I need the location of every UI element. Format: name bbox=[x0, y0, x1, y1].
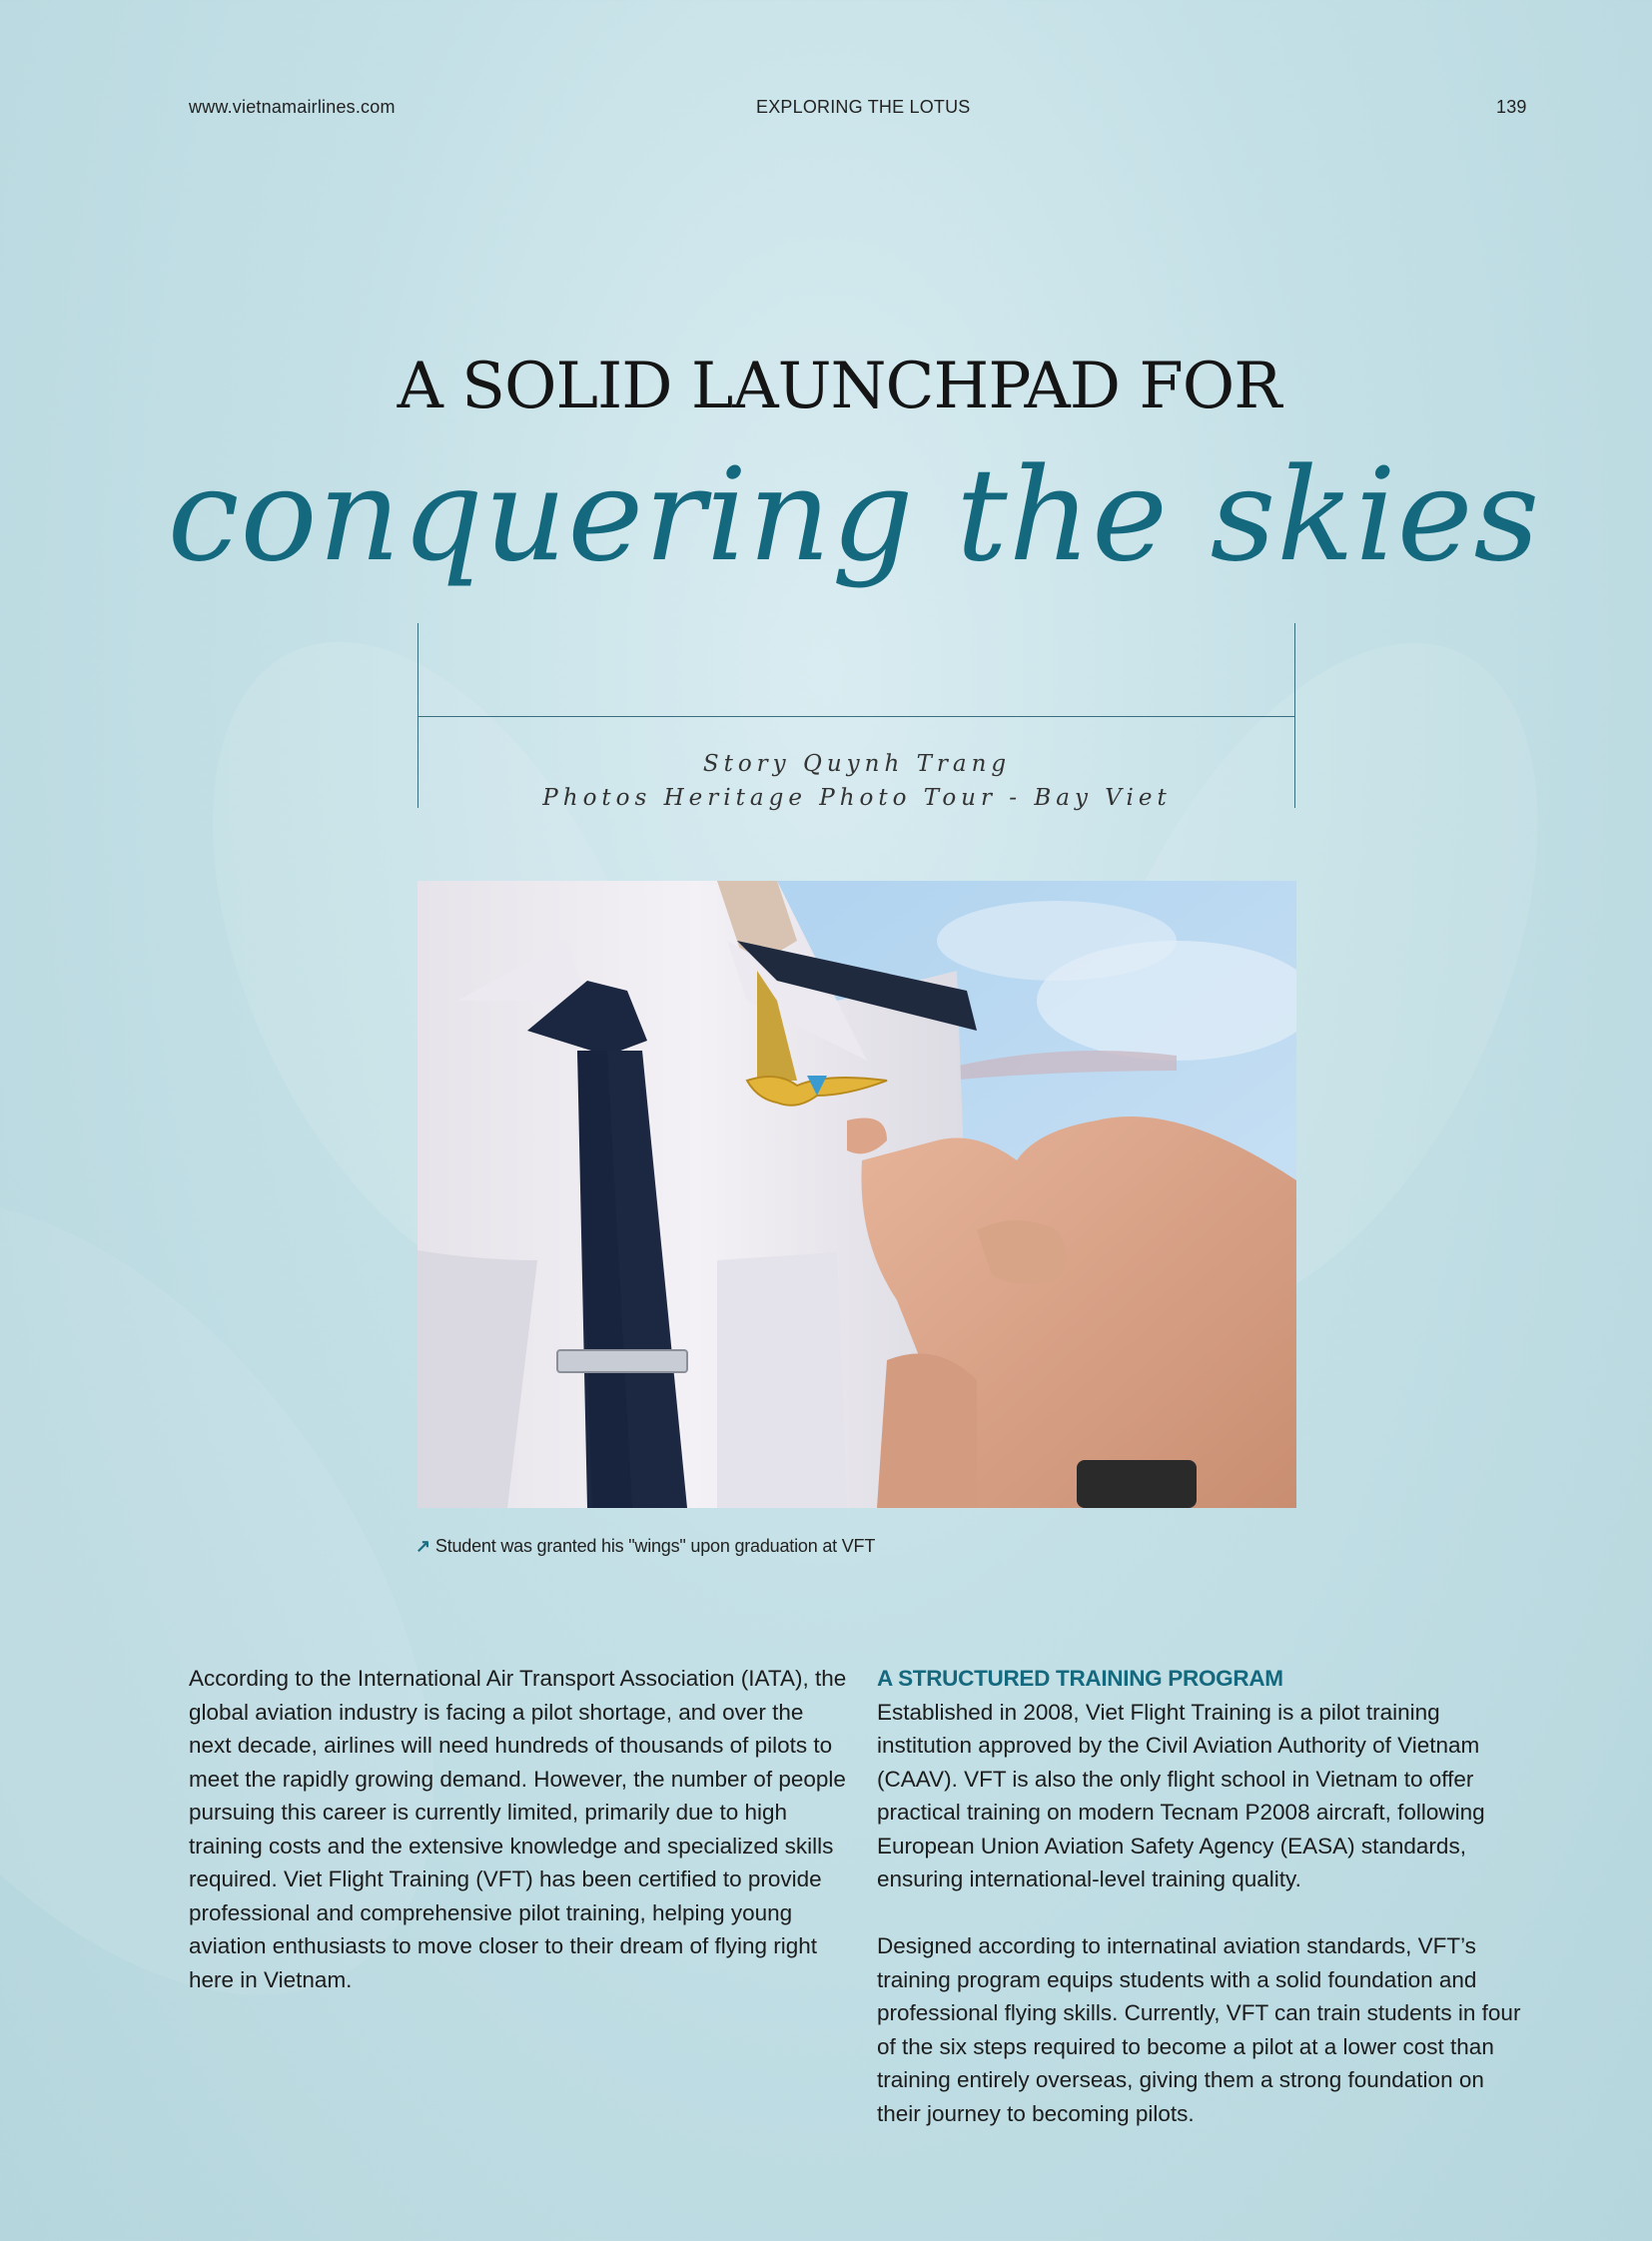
intro-paragraph: According to the International Air Transport Association (IATA), the global aviation industry is facing a pilot shortage, and over the next decade, airlines will need hundreds of thousands of pilots to meet the rapidly growing demand. However, the number of people pursuing this career is currently limited, primarily due to high training costs and the extensive knowledge and specialized skills required. Viet Flight Training (VFT) has been certified to provide professional and comprehensive pilot training, helping young aviation enthusiasts to move closer to their dream of flying right here in Vietnam. bbox=[189, 1666, 847, 1992]
section-name: EXPLORING THE LOTUS bbox=[756, 97, 971, 117]
photo-caption-text: Student was granted his "wings" upon graduation at VFT bbox=[434, 1536, 876, 1556]
body-paragraph-2: Designed according to internatinal aviation standards, VFT’s training program equips students with a solid foundation and professional flying skills. Currently, VFT can train students in four of the six steps required to become a pilot at a lower cost than training entirely overseas, giving them a strong foundation on their journey to becoming pilots. bbox=[877, 1933, 1521, 2126]
photo-caption bbox=[415, 1536, 875, 1557]
body-paragraph-1: Established in 2008, Viet Flight Training is a pilot training institution approved by the Civil Aviation Authority of Vietnam (CAAV). VFT is also the only flight school in Vietnam to offer practical training on modern Tecnam P2008 aircraft, following European Union Aviation Safety Agency (EASA) standards, ensuring international-level training quality. bbox=[877, 1699, 1485, 1891]
headline-line-2: conquering the skies bbox=[167, 441, 1541, 590]
frame-horizontal-line bbox=[417, 716, 1295, 717]
article-left-column bbox=[189, 1662, 848, 1996]
graduation-photo bbox=[417, 881, 1296, 1508]
article-right-column bbox=[877, 1662, 1526, 2130]
photo-credit: Photos Heritage Photo Tour - Bay Viet bbox=[542, 785, 1172, 811]
story-credit: Story Quynh Trang bbox=[702, 751, 1012, 777]
website-url[interactable]: www.vietnamairlines.com bbox=[189, 97, 396, 117]
section-subheading: A STRUCTURED TRAINING PROGRAM bbox=[877, 1666, 1283, 1691]
headline-line-1: A SOLID LAUNCHPAD FOR bbox=[397, 350, 1281, 423]
page-number: 139 bbox=[1496, 97, 1527, 117]
arrow-up-right-icon: ↗ bbox=[415, 1536, 430, 1556]
